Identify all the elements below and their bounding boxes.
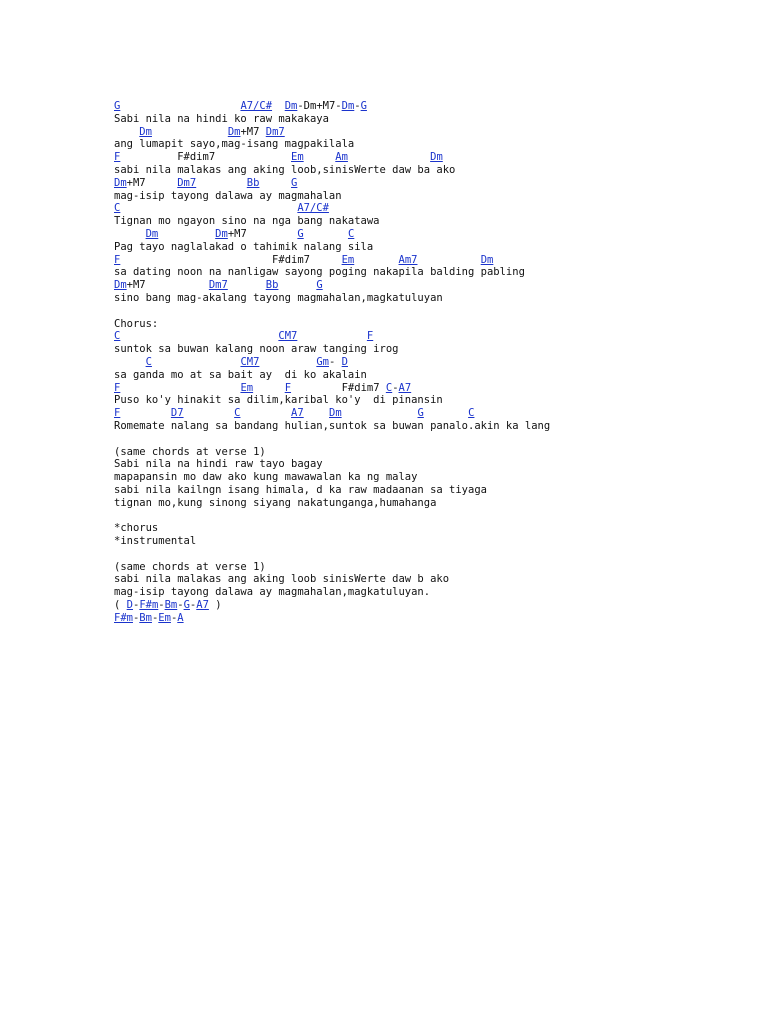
line-text: +M7 [126,176,178,189]
line-text: - [132,599,140,612]
line-text: - [354,100,361,112]
blank-line [114,305,754,318]
line-text [114,228,146,240]
chord-link[interactable]: G [360,100,367,112]
line-text: - [132,611,140,624]
chord-link[interactable]: F [114,407,121,420]
chord-link[interactable]: Dm [341,100,355,112]
chord-line [114,330,754,343]
line-text: (same chords at verse 1) [114,445,266,458]
line-text [196,177,247,189]
blank-line [114,510,754,523]
line-text: +M7 [240,125,266,138]
line-text: sabi nila kailngn isang himala, d ka raw madaanan sa tiyaga [114,483,487,496]
chord-link[interactable]: Dm [430,151,443,164]
chord-link[interactable]: Dm [215,227,228,240]
chord-link[interactable]: G [316,279,323,292]
chord-line [114,599,754,612]
line-text: Chorus: [114,317,159,330]
chord-link[interactable]: Dm7 [208,279,228,292]
line-text [114,126,139,138]
line-text [297,330,367,342]
chord-link[interactable]: C [114,330,121,343]
line-text [348,151,430,163]
line-text: - [328,355,342,368]
line-text: Pag tayo naglalakad o tahimik nalang sila [114,240,374,253]
line-text: Romemate nalang sa bandang hulian,suntok sa buwan panalo.akin ka lang [114,419,551,432]
line-text: mapapansin mo daw ako kung mawawalan ka ng malay [114,471,418,484]
blank-line [114,548,754,561]
line-text: ang lumapit sayo,mag-isang magpakilala [114,138,355,151]
line-text: Tignan mo ngayon sino na nga bang nakatawa [114,215,380,228]
chord-link[interactable]: A7/C# [297,202,329,215]
chord-line [114,126,754,139]
line-text [304,151,336,163]
line-text [278,279,316,291]
chord-link[interactable]: A7 [291,407,304,420]
chord-link[interactable]: A7 [398,381,412,394]
line-text: Sabi nila na hindi raw tayo bagay [114,458,323,471]
lyric-line [114,369,754,382]
line-text: *chorus [114,522,159,535]
line-text: sabi nila malakas ang aking loob,sinisWerte daw ba ako [114,163,456,176]
chord-line [114,279,754,292]
chord-link[interactable]: Am7 [398,253,418,266]
line-text: F#dim7 [120,151,292,164]
chord-link[interactable]: Dm [114,279,127,292]
chord-link[interactable]: Em [158,611,171,624]
chord-link[interactable]: C [468,407,475,420]
lyric-line [114,394,754,407]
chord-link[interactable]: Em [291,151,304,164]
line-text [158,228,215,240]
chord-link[interactable]: Bm [139,611,152,624]
chord-link[interactable]: D [126,599,133,612]
line-text: -Dm+M7- [297,100,342,112]
chord-link[interactable]: Dm [114,176,127,189]
lyric-line [114,522,754,535]
lyric-line [114,420,754,433]
line-text: ) [208,599,222,612]
line-text: (same chords at verse 1) [114,560,266,573]
chord-link[interactable]: Dm7 [265,125,285,138]
chord-link[interactable]: F [114,151,121,164]
chord-line [114,407,754,420]
line-text [120,202,297,214]
line-text: - [170,611,178,624]
chord-link[interactable]: Bm [164,599,178,612]
line-text [240,407,291,419]
line-text: - [189,599,197,612]
chord-line [114,382,754,395]
line-text: - [177,599,184,612]
line-text: +M7 [126,279,209,292]
chord-link[interactable]: A7/C# [240,100,273,112]
chord-link[interactable]: G [183,599,190,612]
chord-link[interactable]: Dm [227,125,241,138]
chord-line [114,177,754,190]
blank-line [114,433,754,446]
chord-line [114,356,754,369]
lyric-line [114,484,754,497]
chord-link[interactable]: CM7 [278,330,298,343]
chord-link[interactable]: C [234,407,241,420]
line-text: - [151,611,159,624]
line-text [304,228,348,240]
chord-link[interactable]: Bb [265,279,279,292]
chord-link[interactable]: Am [335,151,348,164]
chord-link[interactable]: C [347,227,355,240]
line-text: F#dim7 [291,381,386,394]
lyric-line [114,215,754,228]
chord-line [114,151,754,164]
line-text [424,407,468,419]
chord-link[interactable]: G [114,100,121,112]
chord-link[interactable]: Dm [329,407,342,420]
chord-line [114,100,754,113]
lyric-line [114,266,754,279]
line-text [354,254,398,266]
line-text: Puso ko'y hinakit sa dilim,karibal ko'y di pinansin [114,394,443,407]
line-text [120,382,240,394]
line-text [253,382,285,394]
lyric-line [114,446,754,459]
chord-link[interactable]: Gm [316,355,329,368]
chord-line [114,254,754,267]
chord-link[interactable]: CM7 [240,355,260,368]
lyric-line [114,318,754,331]
chord-link[interactable]: F [366,330,374,343]
lyric-line [114,497,754,510]
line-text [184,407,235,419]
lyric-line [114,458,754,471]
line-text [417,254,480,266]
lyric-line [114,138,754,151]
lyric-line [114,113,754,126]
lyric-line [114,343,754,356]
line-text: mag-isip tayong dalawa ay magmahalan [114,189,342,202]
line-text: Sabi nila na hindi ko raw makakaya [114,112,329,125]
chord-sheet [114,100,754,625]
line-text [342,407,418,419]
lyric-line [114,164,754,177]
lyric-line [114,535,754,548]
lyric-line [114,190,754,203]
line-text: tignan mo,kung sinong siyang nakatunganga,humahanga [114,496,437,509]
line-text: mag-isip tayong dalawa ay magmahalan,magkatuluyan. [114,586,431,599]
line-text: sabi nila malakas ang aking loob sinisWerte daw b ako [114,573,450,586]
lyric-line [114,586,754,599]
chord-link[interactable]: F [114,253,121,266]
lyric-line [114,471,754,484]
line-text: F#dim7 [120,253,342,266]
line-text [152,356,241,368]
chord-link[interactable]: D [341,355,348,368]
chord-link[interactable]: F#m [139,599,159,612]
chord-link[interactable]: A7 [196,599,209,612]
chord-link[interactable]: Dm [284,100,298,112]
line-text: +M7 [227,227,298,240]
chord-link[interactable]: F#m [114,611,133,624]
lyric-line [114,561,754,574]
chord-link[interactable]: Dm7 [177,176,197,189]
line-text: - [158,599,165,612]
line-text: suntok sa buwan kalang noon araw tanging irog [114,343,399,356]
line-text [272,100,285,112]
line-text [152,126,228,138]
line-text [304,407,329,419]
line-text [120,330,278,342]
line-text [120,407,171,419]
line-text: - [392,381,399,394]
chord-link[interactable]: F [284,381,292,394]
chord-link[interactable]: Dm [480,253,494,266]
line-text [120,100,240,112]
chord-link[interactable]: Dm [139,125,152,138]
chord-link[interactable]: G [297,227,304,240]
line-text: sa dating noon na nanligaw sayong poging nakapila balding pabling [114,266,525,279]
chord-link[interactable]: C [385,381,393,394]
line-text [114,356,146,368]
chord-link[interactable]: D7 [170,407,184,420]
chord-link[interactable]: Dm [145,227,159,240]
chord-line [114,228,754,241]
chord-link[interactable]: Em [240,381,254,394]
lyric-line [114,241,754,254]
chord-line [114,612,754,625]
chord-link[interactable]: G [291,176,298,189]
lyric-line [114,573,754,586]
line-text [259,356,316,368]
line-text: ( [114,599,127,612]
chord-line [114,202,754,215]
chord-link[interactable]: Em [341,253,355,266]
chord-link[interactable]: C [145,355,152,368]
line-text: *instrumental [114,535,197,548]
line-text: sa ganda mo at sa bait ay di ko akalain [114,368,367,381]
lyric-line [114,292,754,305]
chord-link[interactable]: C [114,202,121,215]
line-text [259,177,291,189]
chord-link[interactable]: F [114,381,121,394]
line-text: sino bang mag-akalang tayong magmahalan,magkatuluyan [114,291,443,304]
chord-link[interactable]: Bb [246,176,260,189]
chord-link[interactable]: A [177,611,184,624]
chord-link[interactable]: G [417,407,424,420]
line-text [228,279,266,291]
